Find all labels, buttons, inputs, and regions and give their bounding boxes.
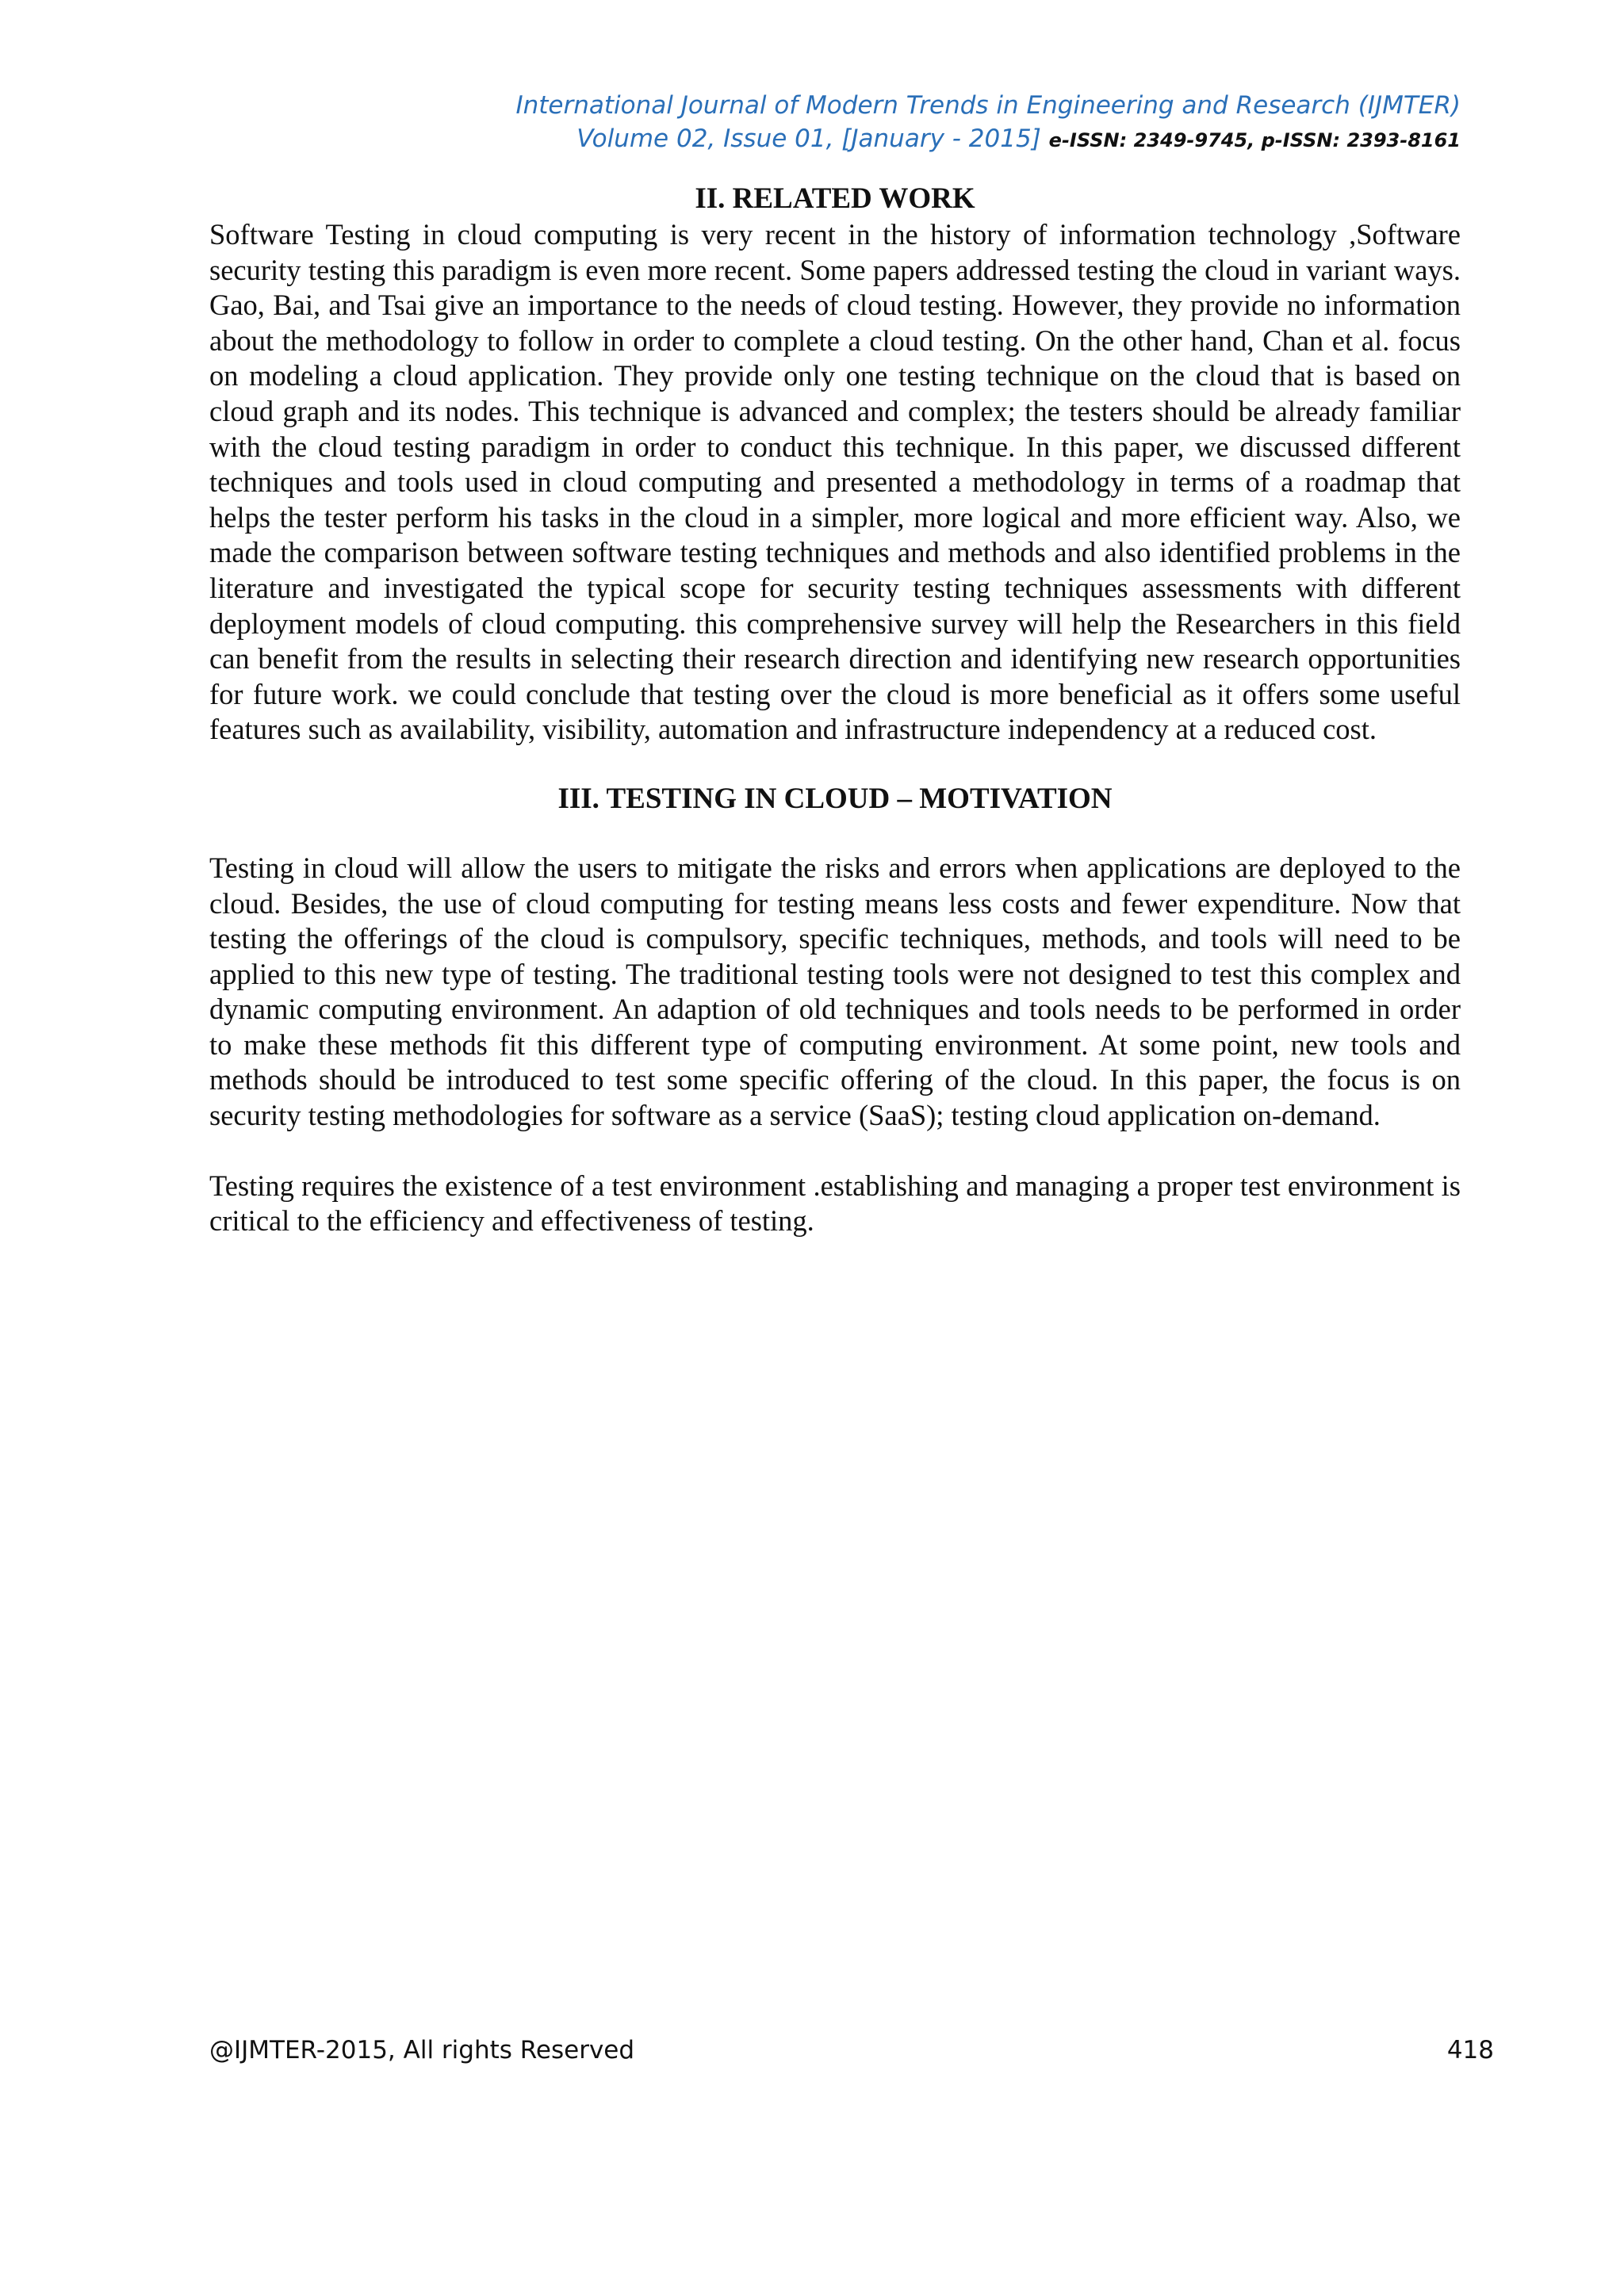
page-body [209, 181, 1461, 1239]
running-header [209, 89, 1461, 157]
section-heading-motivation: III. TESTING IN CLOUD – MOTIVATION [557, 782, 1113, 815]
copyright-notice: @IJMTER-2015, All rights Reserved [209, 2036, 635, 2064]
journal-title: International Journal of Modern Trends in Engineering and Research (IJMTER) [515, 91, 1461, 120]
issn-info: e-ISSN: 2349-9745, p-ISSN: 2393-8161 [1048, 129, 1461, 151]
section-heading-related-work: II. RELATED WORK [695, 182, 975, 215]
volume-issn-line [209, 122, 1461, 157]
related-work-paragraph: Software Testing in cloud computing is very recent in the history of information technology ,Software security testing this paradigm is even more recent. Some papers addressed testing the cloud in variant ways. Gao, Bai, and Tsai give an importance to the needs of cloud testing. However, they provide no information about the methodology to follow in order to complete a cloud testing. On the other hand, Chan et al. focus on modeling a cloud application. They provide only one testing technique on the cloud that is based on cloud graph and its nodes. This technique is advanced and complex; the testers should be already familiar with the cloud testing paradigm in order to conduct this technique. In this paper, we discussed different techniques and tools used in cloud computing and presented a methodology in terms of a roadmap that helps the tester perform his tasks in the cloud in a simpler, more logical and more efficient way. Also, we made the comparison between software testing techniques and methods and also identified problems in the literature and investigated the typical scope for security testing techniques assessments with different deployment models of cloud computing. this comprehensive survey will help the Researchers in this field can benefit from the results in selecting their research direction and identifying new research opportunities for future work. we could conclude that testing over the cloud is more beneficial as it offers some useful features such as availability, visibility, automation and infrastructure independency at a reduced cost. [209, 218, 1461, 746]
volume-info: Volume 02, Issue 01, [January - 2015] [576, 124, 1041, 153]
motivation-paragraph-2: Testing requires the existence of a test environment .establishing and managing a proper test environment is critical to the efficiency and effectiveness of testing. [209, 1169, 1461, 1238]
page-number: 418 [1446, 2036, 1494, 2064]
motivation-paragraph-1: Testing in cloud will allow the users to mitigate the risks and errors when applications are deployed to the cloud. Besides, the use of cloud computing for testing means less costs and fewer expenditure. Now that testing the offerings of the cloud is compulsory, specific techniques, methods, and tools will need to be applied to this new type of testing. The traditional testing tools were not designed to test this complex and dynamic computing environment. An adaption of old techniques and tools needs to be performed in order to make these methods fit this different type of computing environment. At some point, new tools and methods should be introduced to test some specific offering of the cloud. In this paper, the focus is on security testing methodologies for software as a service (SaaS); testing cloud application on-demand. [209, 851, 1461, 1132]
